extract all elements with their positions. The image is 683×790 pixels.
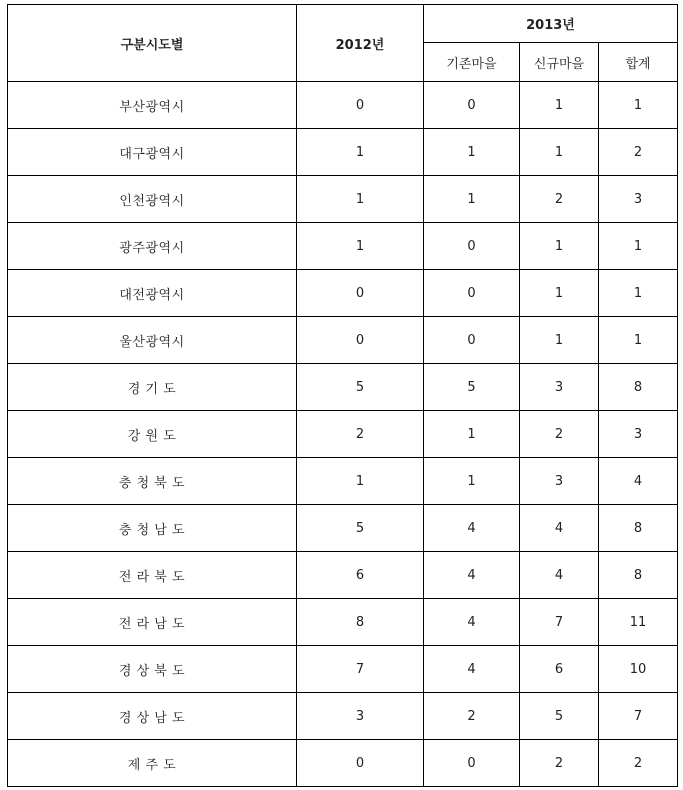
- cell-existing: 4: [424, 599, 520, 646]
- cell-existing: 4: [424, 646, 520, 693]
- cell-total: 10: [599, 646, 678, 693]
- header-new: 신규마을: [520, 43, 599, 82]
- table-body: [8, 82, 678, 787]
- table-row: [8, 176, 678, 223]
- cell-new: 7: [520, 599, 599, 646]
- cell-existing: 0: [424, 740, 520, 787]
- cell-existing: 1: [424, 129, 520, 176]
- cell-total: 8: [599, 552, 678, 599]
- cell-existing: 0: [424, 82, 520, 129]
- cell-2012: 5: [297, 364, 424, 411]
- table-row: [8, 599, 678, 646]
- cell-new: 5: [520, 693, 599, 740]
- cell-region: 전 라 남 도: [8, 599, 297, 646]
- table-row: [8, 458, 678, 505]
- cell-region: 대전광역시: [8, 270, 297, 317]
- cell-2012: 8: [297, 599, 424, 646]
- cell-total: 2: [599, 740, 678, 787]
- cell-total: 2: [599, 129, 678, 176]
- table-row: [8, 646, 678, 693]
- cell-new: 1: [520, 82, 599, 129]
- cell-new: 2: [520, 411, 599, 458]
- table-row: [8, 693, 678, 740]
- cell-region: 인천광역시: [8, 176, 297, 223]
- table-row: [8, 411, 678, 458]
- cell-region: 광주광역시: [8, 223, 297, 270]
- cell-new: 1: [520, 270, 599, 317]
- cell-region: 경 상 북 도: [8, 646, 297, 693]
- cell-new: 6: [520, 646, 599, 693]
- table-row: [8, 505, 678, 552]
- cell-region: 전 라 북 도: [8, 552, 297, 599]
- cell-new: 4: [520, 505, 599, 552]
- cell-region: 울산광역시: [8, 317, 297, 364]
- header-2013: 2013년: [424, 5, 678, 43]
- cell-2012: 1: [297, 129, 424, 176]
- cell-new: 2: [520, 740, 599, 787]
- cell-total: 11: [599, 599, 678, 646]
- cell-region: 충 청 북 도: [8, 458, 297, 505]
- table-row: [8, 82, 678, 129]
- header-2012: 2012년: [297, 5, 424, 82]
- table-row: [8, 223, 678, 270]
- cell-existing: 2: [424, 693, 520, 740]
- cell-total: 1: [599, 270, 678, 317]
- cell-existing: 0: [424, 223, 520, 270]
- cell-region: 경 기 도: [8, 364, 297, 411]
- cell-new: 3: [520, 458, 599, 505]
- table-row: [8, 364, 678, 411]
- cell-existing: 5: [424, 364, 520, 411]
- header-region: 구분시도별: [8, 5, 297, 82]
- cell-total: 1: [599, 82, 678, 129]
- cell-total: 1: [599, 317, 678, 364]
- village-stats-table: [7, 4, 678, 787]
- cell-region: 충 청 남 도: [8, 505, 297, 552]
- cell-total: 7: [599, 693, 678, 740]
- cell-total: 4: [599, 458, 678, 505]
- cell-total: 1: [599, 223, 678, 270]
- cell-2012: 0: [297, 740, 424, 787]
- cell-total: 3: [599, 176, 678, 223]
- cell-2012: 1: [297, 458, 424, 505]
- cell-2012: 1: [297, 176, 424, 223]
- cell-existing: 1: [424, 176, 520, 223]
- cell-region: 강 원 도: [8, 411, 297, 458]
- cell-new: 3: [520, 364, 599, 411]
- cell-2012: 7: [297, 646, 424, 693]
- cell-total: 8: [599, 505, 678, 552]
- cell-existing: 0: [424, 270, 520, 317]
- cell-total: 3: [599, 411, 678, 458]
- table-row: [8, 317, 678, 364]
- cell-2012: 0: [297, 82, 424, 129]
- cell-2012: 6: [297, 552, 424, 599]
- cell-existing: 4: [424, 552, 520, 599]
- cell-existing: 0: [424, 317, 520, 364]
- cell-new: 2: [520, 176, 599, 223]
- cell-2012: 0: [297, 270, 424, 317]
- table-row: [8, 270, 678, 317]
- cell-new: 4: [520, 552, 599, 599]
- table-row: [8, 129, 678, 176]
- cell-2012: 3: [297, 693, 424, 740]
- cell-new: 1: [520, 317, 599, 364]
- header-total: 합계: [599, 43, 678, 82]
- cell-total: 8: [599, 364, 678, 411]
- cell-region: 부산광역시: [8, 82, 297, 129]
- cell-existing: 4: [424, 505, 520, 552]
- table-row: [8, 552, 678, 599]
- cell-2012: 1: [297, 223, 424, 270]
- header-existing: 기존마을: [424, 43, 520, 82]
- cell-2012: 5: [297, 505, 424, 552]
- header-row-top: [8, 5, 678, 43]
- cell-new: 1: [520, 223, 599, 270]
- cell-existing: 1: [424, 411, 520, 458]
- table-row: [8, 740, 678, 787]
- cell-2012: 0: [297, 317, 424, 364]
- cell-region: 대구광역시: [8, 129, 297, 176]
- cell-region: 제 주 도: [8, 740, 297, 787]
- cell-region: 경 상 남 도: [8, 693, 297, 740]
- cell-new: 1: [520, 129, 599, 176]
- cell-2012: 2: [297, 411, 424, 458]
- cell-existing: 1: [424, 458, 520, 505]
